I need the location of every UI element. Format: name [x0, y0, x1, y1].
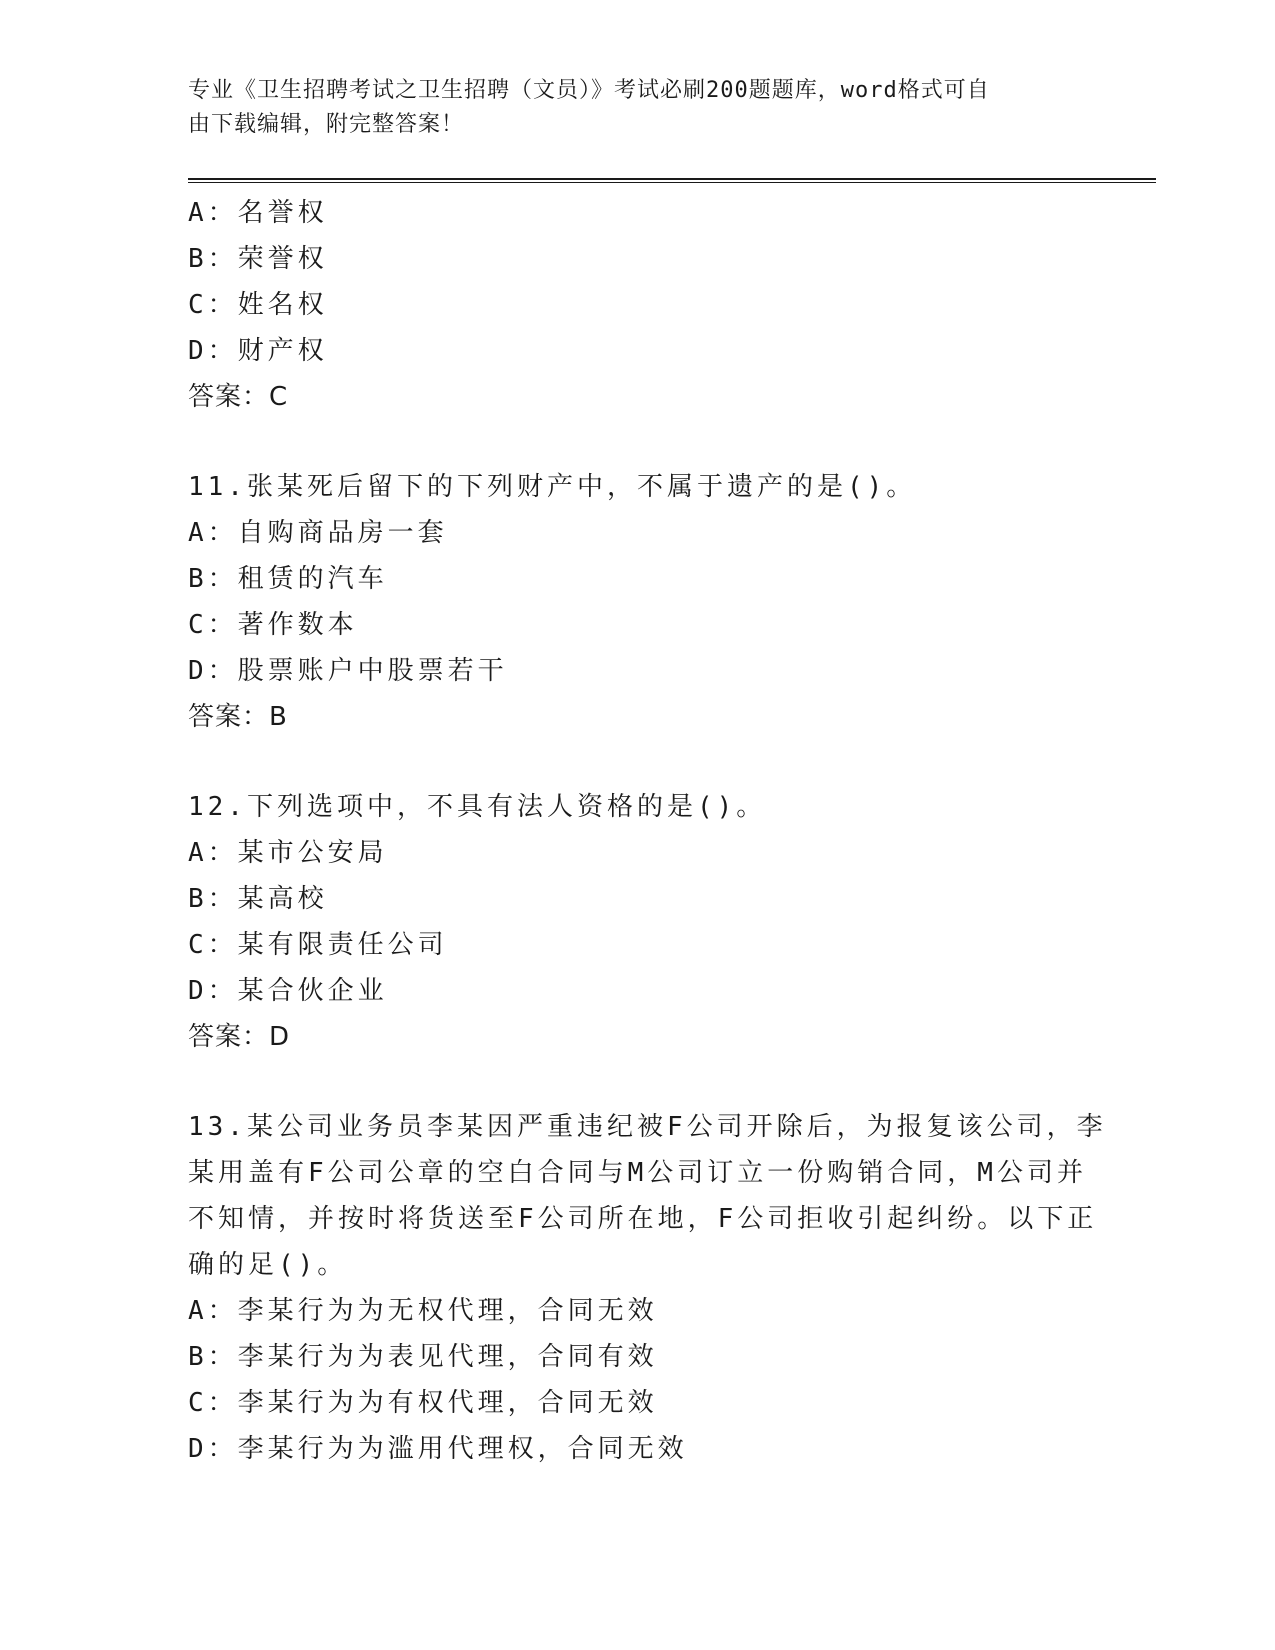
header-line-2: 由下载编辑，附完整答案！ [188, 112, 465, 137]
option-c: C：著作数本 [188, 610, 358, 640]
option-b: B：荣誉权 [188, 244, 328, 274]
option-c: C：某有限责任公司 [188, 930, 448, 960]
spacer [188, 740, 1088, 784]
option-c: C：姓名权 [188, 290, 328, 320]
spacer [188, 1060, 1088, 1104]
header-divider-thick [188, 178, 1156, 180]
header-line-1: 专业《卫生招聘考试之卫生招聘（文员）》考试必刷200题题库，word格式可自 [188, 78, 990, 103]
question-10 [188, 190, 1088, 420]
option-a: A：某市公安局 [188, 838, 388, 868]
option-a: A：李某行为为无权代理，合同无效 [188, 1296, 658, 1326]
question-12 [188, 784, 1088, 1060]
option-d: D：李某行为为滥用代理权，合同无效 [188, 1434, 688, 1464]
question-list [188, 190, 1107, 1472]
question-text: 11.张某死后留下的下列财产中，不属于遗产的是()。 [188, 472, 917, 502]
question-13 [188, 1104, 1107, 1472]
spacer [188, 420, 1088, 464]
option-a: A：自购商品房一套 [188, 518, 448, 548]
option-d: D：财产权 [188, 336, 328, 366]
option-b: B：李某行为为表见代理，合同有效 [188, 1342, 658, 1372]
answer-label: 答案：C [188, 382, 289, 412]
question-text-line-3: 不知情，并按时将货送至F公司所在地，F公司拒收引起纠纷。以下正 [188, 1204, 1098, 1234]
question-text-line-4: 确的足()。 [188, 1250, 348, 1280]
question-text-line-1: 13.某公司业务员李某因严重违纪被F公司开除后，为报复该公司，李 [188, 1112, 1107, 1142]
question-text: 12.下列选项中，不具有法人资格的是()。 [188, 792, 767, 822]
option-d: D：某合伙企业 [188, 976, 388, 1006]
option-c: C：李某行为为有权代理，合同无效 [188, 1388, 658, 1418]
document-header [188, 74, 1088, 142]
option-b: B：租赁的汽车 [188, 564, 388, 594]
header-divider-thin [188, 182, 1156, 183]
question-11 [188, 464, 1088, 740]
answer-label: 答案：B [188, 702, 288, 732]
answer-label: 答案：D [188, 1022, 291, 1052]
option-b: B：某高校 [188, 884, 328, 914]
option-a: A：名誉权 [188, 198, 328, 228]
question-text-line-2: 某用盖有F公司公章的空白合同与M公司订立一份购销合同，M公司并 [188, 1158, 1087, 1188]
option-d: D：股票账户中股票若干 [188, 656, 508, 686]
